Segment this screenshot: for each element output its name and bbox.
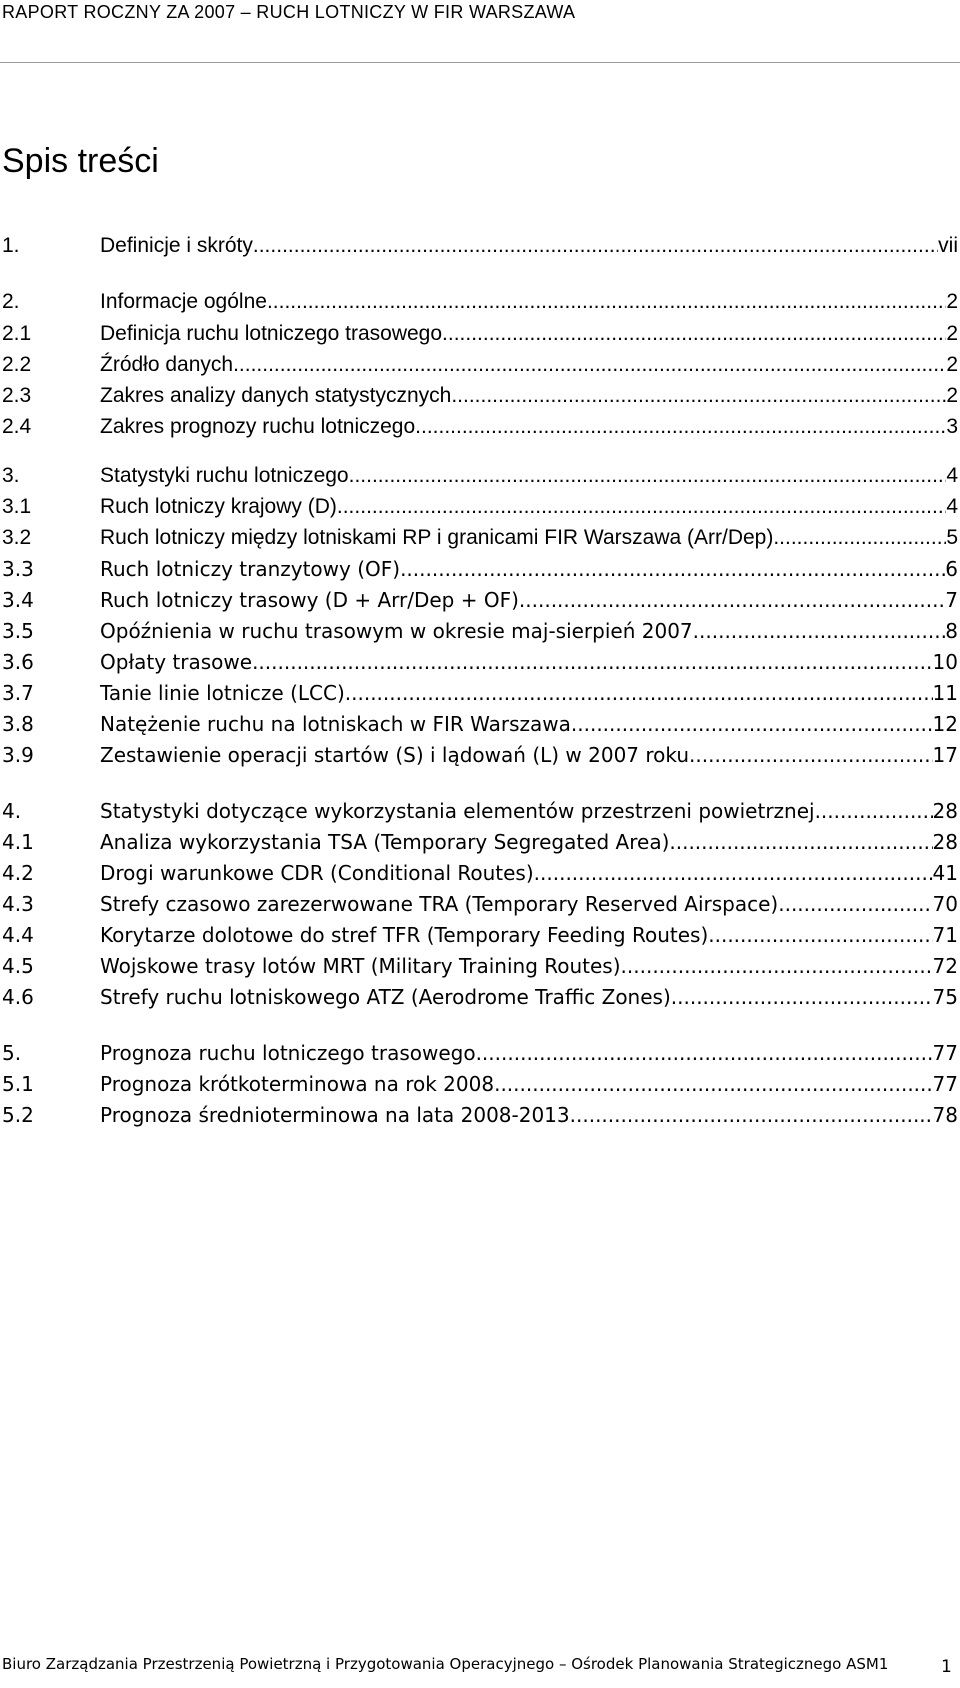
toc-entry-page: 7 [945,588,958,612]
toc-dot-leader [400,553,945,585]
toc-entry-page: 78 [932,1103,958,1127]
toc-entry-page: 70 [932,892,958,916]
toc-entry[interactable] [2,826,958,858]
toc-entry-page: 4 [946,495,958,518]
toc-entry-number: 3.1 [2,495,32,518]
toc-entry-number: 3.2 [2,526,32,549]
toc-entry[interactable] [2,380,958,412]
toc-entry-label: Strefy ruchu lotniskowego ATZ (Aerodrome Traffic Zones) [100,985,671,1009]
header-divider [0,62,960,63]
toc-entry-label: Prognoza ruchu lotniczego trasowego [100,1041,476,1065]
toc-dot-leader [415,411,946,443]
footer-text: Biuro Zarządzania Przestrzenią Powietrzną i Przygotowania Operacyjnego – Ośrodek Planowania Strategicznego ASM1 [2,1655,889,1673]
toc-dot-leader [669,826,932,858]
toc-entry-page: 10 [932,650,958,674]
toc-entry[interactable] [2,522,958,554]
toc-entry-label: Drogi warunkowe CDR (Conditional Routes) [100,861,534,885]
toc-dot-leader [570,1099,933,1131]
toc-entry[interactable] [2,1068,958,1100]
toc-entry-label: Źródło danych [100,353,234,376]
toc-entry-number: 2.3 [2,384,32,407]
toc-entry[interactable] [2,950,958,982]
toc-entry-number: 4.6 [2,985,34,1009]
toc-dot-leader [693,615,946,647]
toc-dot-leader [476,1037,933,1069]
toc-entry[interactable] [2,739,958,771]
toc-entry[interactable] [2,857,958,889]
toc-entry-label: Natężenie ruchu na lotniskach w FIR Warszawa [100,712,571,736]
toc-entry-page: 4 [946,464,958,487]
toc-entry-number: 5.2 [2,1103,34,1127]
toc-entry-label: Definicje i skróty [100,234,253,257]
toc-entry[interactable] [2,553,958,585]
toc-entry-page: 71 [932,923,958,947]
toc-entry-page: 2 [946,384,958,407]
toc-entry-number: 4. [2,799,22,823]
toc-entry-label: Statystyki dotyczące wykorzystania elementów przestrzeni powietrznej [100,799,815,823]
toc-dot-leader [337,491,946,523]
toc-entry-number: 2.1 [2,322,32,345]
toc-entry-number: 4.1 [2,830,34,854]
toc-entry[interactable] [2,795,958,827]
toc-entry-number: 5.1 [2,1072,34,1096]
toc-entry-label: Zakres analizy danych statystycznych [100,384,452,407]
toc-entry-number: 3.8 [2,712,34,736]
toc-entry-label: Wojskowe trasy lotów MRT (Military Training Routes) [100,954,621,978]
toc-entry-number: 5. [2,1041,22,1065]
toc-entry-label: Zakres prognozy ruchu lotniczego [100,415,416,438]
toc-dot-leader [571,708,933,740]
toc-dot-leader [534,857,933,889]
toc-entry[interactable] [2,1037,958,1069]
toc-entry-label: Prognoza krótkoterminowa na rok 2008 [100,1072,495,1096]
toc-entry-page: vii [938,234,958,257]
toc-entry-page: 77 [932,1072,958,1096]
toc-entry[interactable] [2,677,958,709]
toc-entry-number: 3.7 [2,681,34,705]
toc-entry-number: 2.2 [2,353,32,376]
toc-entry-number: 3.4 [2,588,34,612]
toc-entry-page: 5 [946,526,958,549]
running-header: RAPORT ROCZNY ZA 2007 – RUCH LOTNICZY W FIR WARSZAWA [2,2,576,22]
toc-dot-leader [345,677,933,709]
toc-dot-leader [252,646,932,678]
toc-entry[interactable] [2,460,958,492]
toc-entry-number: 4.2 [2,861,34,885]
toc-entry-label: Definicja ruchu lotniczego trasowego [100,322,443,345]
toc-entry-number: 2.4 [2,415,32,438]
toc-dot-leader [671,981,933,1013]
toc-entry-number: 3.3 [2,557,34,581]
toc-entry[interactable] [2,708,958,740]
toc-title: Spis treści [2,142,159,180]
toc-entry-label: Ruch lotniczy trasowy (D + Arr/Dep + OF) [100,588,519,612]
toc-dot-leader [451,380,946,412]
toc-entry-label: Statystyki ruchu lotniczego [100,464,349,487]
toc-dot-leader [494,1068,932,1100]
toc-entry-page: 28 [932,799,958,823]
toc-entry[interactable] [2,491,958,523]
toc-entry[interactable] [2,888,958,920]
toc-dot-leader [253,230,938,262]
toc-entry-page: 72 [932,954,958,978]
toc-entry-label: Ruch lotniczy między lotniskami RP i granicami FIR Warszawa (Arr/Dep) [100,526,774,549]
toc-entry-label: Opłaty trasowe [100,650,253,674]
toc-entry-number: 3.5 [2,619,34,643]
toc-entry-page: 3 [946,415,958,438]
toc-entry[interactable] [2,981,958,1013]
toc-entry[interactable] [2,318,958,350]
toc-entry[interactable] [2,584,958,616]
toc-entry-number: 4.4 [2,923,34,947]
toc-entry-number: 2. [2,290,20,313]
toc-entry[interactable] [2,349,958,381]
toc-entry-page: 75 [932,985,958,1009]
toc-entry-page: 2 [946,322,958,345]
toc-entry[interactable] [2,411,958,443]
toc-entry-label: Ruch lotniczy krajowy (D) [100,495,337,518]
toc-entry-page: 77 [932,1041,958,1065]
toc-entry-page: 12 [932,712,958,736]
toc-entry-page: 11 [932,681,958,705]
toc-dot-leader [695,739,932,771]
toc-entry-page: 8 [945,619,958,643]
toc-dot-leader [708,919,932,951]
toc-dot-leader [267,286,946,318]
toc-entry-label: Opóźnienia w ruchu trasowym w okresie maj-sierpień 2007 [100,619,693,643]
running-footer [2,1655,958,1673]
toc-dot-leader [349,460,947,492]
toc-entry-number: 3.6 [2,650,34,674]
toc-dot-leader [778,888,932,920]
toc-entry[interactable] [2,646,958,678]
toc-entry-number: 3.9 [2,743,34,767]
toc-dot-leader [233,349,946,381]
toc-entry-label: Tanie linie lotnicze (LCC) [100,681,345,705]
toc-entry-page: 17 [932,743,958,767]
page-number: 1 [941,1657,952,1677]
toc-entry-label: Prognoza średnioterminowa na lata 2008-2013 [100,1103,570,1127]
toc-entry-label: Strefy czasowo zarezerwowane TRA (Temporary Reserved Airspace) [100,892,779,916]
toc-entry-label: Zestawienie operacji startów (S) i lądowań (L) w 2007 roku. [100,743,696,767]
toc-dot-leader [442,318,946,350]
toc-entry[interactable] [2,1099,958,1131]
toc-entry[interactable] [2,230,958,262]
toc-entry-number: 4.3 [2,892,34,916]
toc-entry-number: 1. [2,234,20,257]
toc-entry-page: 2 [946,290,958,313]
toc-entry-page: 2 [946,353,958,376]
toc-dot-leader [815,795,933,827]
toc-entry-number: 4.5 [2,954,34,978]
toc-entry-label: Korytarze dolotowe do stref TFR (Temporary Feeding Routes) [100,923,709,947]
toc-entry-label: Ruch lotniczy tranzytowy (OF) [100,557,401,581]
toc-entry[interactable] [2,286,958,318]
toc-entry-page: 41 [932,861,958,885]
toc-entry-label: Analiza wykorzystania TSA (Temporary Segregated Area) [100,830,670,854]
toc-entry-number: 3. [2,464,20,487]
toc-dot-leader [773,522,946,554]
toc-dot-leader [519,584,945,616]
toc-entry-page: 28 [932,830,958,854]
toc-entry[interactable] [2,615,958,647]
toc-dot-leader [621,950,933,982]
toc-entry-page: 6 [945,557,958,581]
toc-entry-label: Informacje ogólne [100,290,267,313]
toc-entry[interactable] [2,919,958,951]
